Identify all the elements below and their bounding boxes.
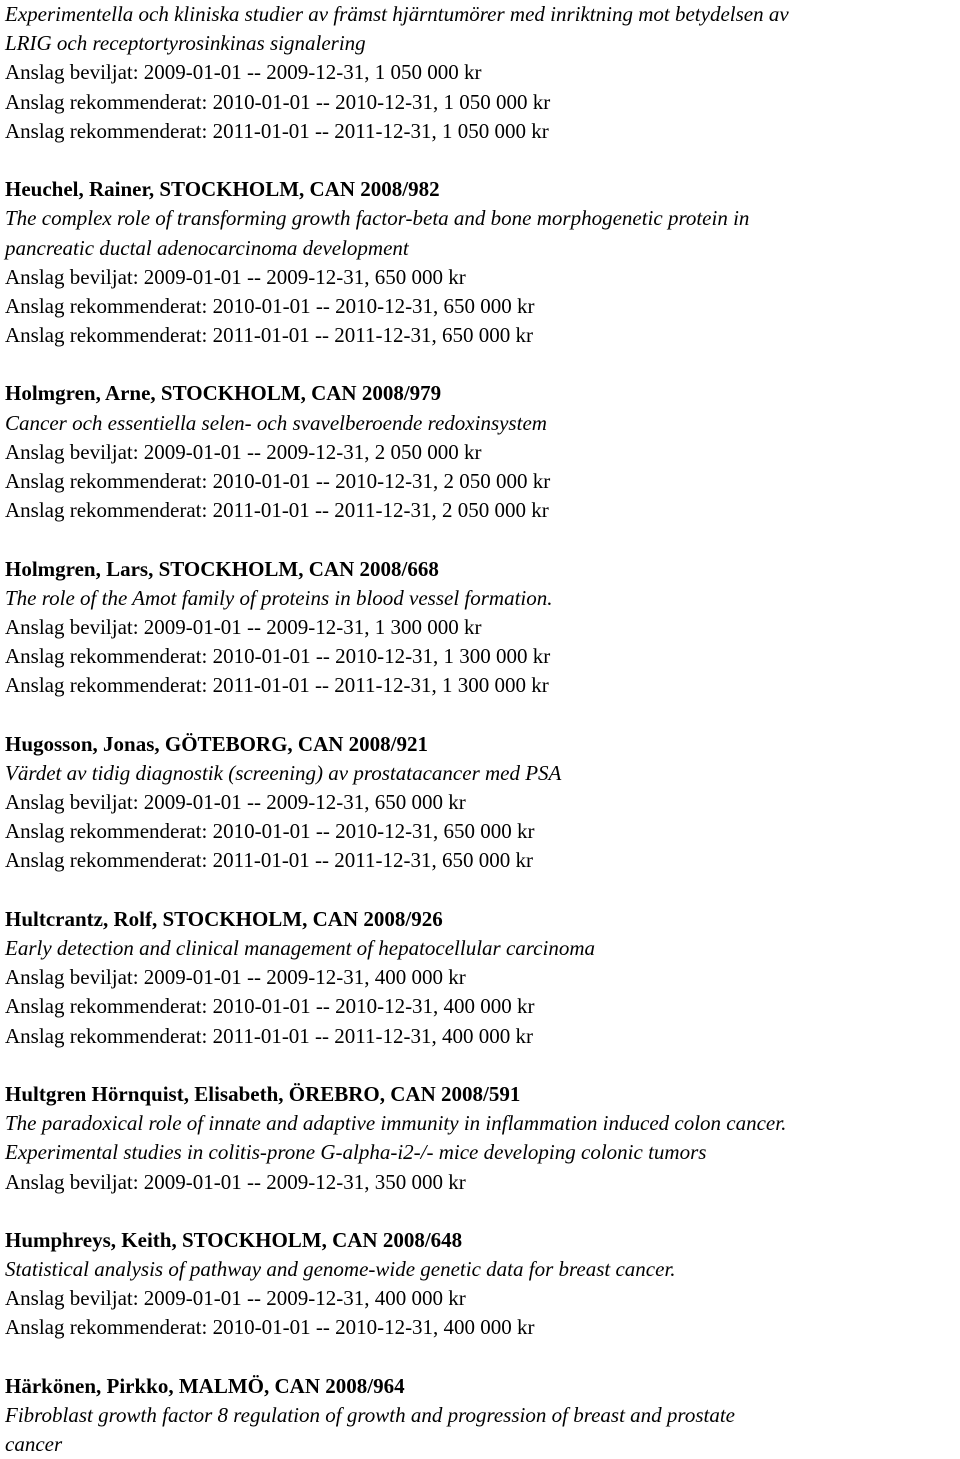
grant-line: Anslag beviljat: 2009-01-01 -- 2009-12-31, 400 000 kr [5,965,466,990]
project-title-line: Statistical analysis of pathway and genome-wide genetic data for breast cancer. [5,1257,676,1282]
grant-line: Anslag beviljat: 2009-01-01 -- 2009-12-31, 1 300 000 kr [5,614,482,639]
grant-line: Anslag rekommenderat: 2010-01-01 -- 2010-12-31, 400 000 kr [5,1315,535,1340]
grant-line: Anslag rekommenderat: 2010-01-01 -- 2010-12-31, 1 050 000 kr [5,89,551,114]
project-title-line: The complex role of transforming growth factor-beta and bone morphogenetic protein in [5,206,750,231]
grant-line: Anslag rekommenderat: 2010-01-01 -- 2010-12-31, 650 000 kr [5,819,535,844]
project-title-line: Värdet av tidig diagnostik (screening) av prostatacancer med PSA [5,760,562,785]
project-title-line: The paradoxical role of innate and adaptive immunity in inflammation induced colon cancer. [5,1111,787,1136]
applicant-heading: Hultcrantz, Rolf, STOCKHOLM, CAN 2008/926 [5,906,443,931]
grant-entry [5,1197,960,1343]
grant-line: Anslag beviljat: 2009-01-01 -- 2009-12-31, 1 050 000 kr [5,60,482,85]
grant-entry [5,701,960,876]
applicant-heading: Humphreys, Keith, STOCKHOLM, CAN 2008/648 [5,1227,463,1252]
project-title-line: The role of the Amot family of proteins in blood vessel formation. [5,585,553,610]
grant-entry [5,876,960,1051]
project-title-line: Cancer och essentiella selen- och svavelberoende redoxinsystem [5,410,547,435]
entry-spacer [5,350,960,379]
grant-line: Anslag rekommenderat: 2011-01-01 -- 2011-12-31, 650 000 kr [5,323,533,348]
grant-line: Anslag rekommenderat: 2011-01-01 -- 2011-12-31, 400 000 kr [5,1023,533,1048]
entry-spacer [5,876,960,905]
entry-spacer [5,701,960,730]
grant-line: Anslag rekommenderat: 2011-01-01 -- 2011-12-31, 1 300 000 kr [5,673,549,698]
grant-entry [5,1051,960,1197]
applicant-heading: Heuchel, Rainer, STOCKHOLM, CAN 2008/982 [5,177,440,202]
grant-line: Anslag rekommenderat: 2011-01-01 -- 2011-12-31, 1 050 000 kr [5,118,549,143]
project-title-line: cancer [5,1432,63,1457]
project-title-line: LRIG och receptortyrosinkinas signalering [5,31,366,56]
applicant-heading: Holmgren, Arne, STOCKHOLM, CAN 2008/979 [5,381,442,406]
grant-line: Anslag rekommenderat: 2011-01-01 -- 2011-12-31, 650 000 kr [5,848,533,873]
applicant-heading: Härkönen, Pirkko, MALMÖ, CAN 2008/964 [5,1373,405,1398]
entry-spacer [5,1051,960,1080]
applicant-heading: Hugosson, Jonas, GÖTEBORG, CAN 2008/921 [5,731,428,756]
grant-line: Anslag rekommenderat: 2010-01-01 -- 2010-12-31, 400 000 kr [5,994,535,1019]
grant-line: Anslag rekommenderat: 2010-01-01 -- 2010-12-31, 650 000 kr [5,293,535,318]
project-title-line: pancreatic ductal adenocarcinoma development [5,235,409,260]
grant-entry [5,146,960,350]
project-title-line: Early detection and clinical management of hepatocellular carcinoma [5,936,595,960]
project-title-line: Experimentella och kliniska studier av främst hjärntumörer med inriktning mot betydelsen av [5,2,789,26]
grant-line: Anslag beviljat: 2009-01-01 -- 2009-12-31, 2 050 000 kr [5,439,482,464]
grant-line: Anslag beviljat: 2009-01-01 -- 2009-12-31, 350 000 kr [5,1169,466,1194]
project-title-line: Fibroblast growth factor 8 regulation of growth and progression of breast and prostate [5,1403,735,1427]
project-title-line: Experimental studies in colitis-prone G-alpha-i2-/- mice developing colonic tumors [5,1140,707,1165]
entry-spacer [5,1343,960,1372]
entry-spacer [5,1197,960,1226]
grant-line: Anslag beviljat: 2009-01-01 -- 2009-12-31, 650 000 kr [5,264,466,289]
grant-line: Anslag rekommenderat: 2011-01-01 -- 2011-12-31, 2 050 000 kr [5,498,549,523]
grant-entry [5,1343,960,1459]
grant-entry [5,0,960,146]
applicant-heading: Holmgren, Lars, STOCKHOLM, CAN 2008/668 [5,556,439,581]
entry-spacer [5,525,960,554]
grant-entry [5,350,960,525]
grant-line: Anslag beviljat: 2009-01-01 -- 2009-12-31, 650 000 kr [5,790,466,815]
grant-line: Anslag rekommenderat: 2010-01-01 -- 2010-12-31, 2 050 000 kr [5,469,551,493]
applicant-heading: Hultgren Hörnquist, Elisabeth, ÖREBRO, CAN 2008/591 [5,1081,521,1106]
entry-spacer [5,146,960,175]
grant-line: Anslag rekommenderat: 2010-01-01 -- 2010-12-31, 1 300 000 kr [5,644,551,669]
grant-line: Anslag beviljat: 2009-01-01 -- 2009-12-31, 400 000 kr [5,1286,466,1311]
grant-entry [5,525,960,700]
